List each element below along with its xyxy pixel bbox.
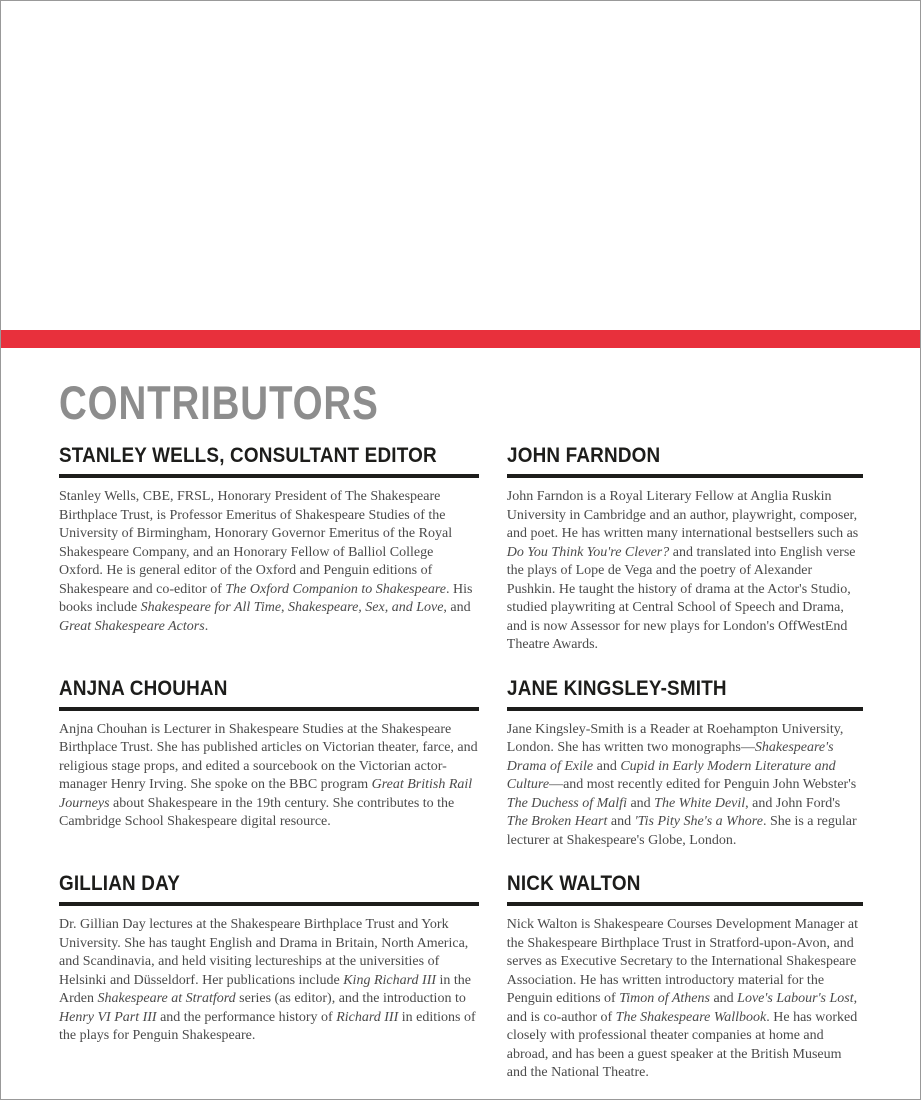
contributor-name: STANLEY WELLS, CONSULTANT EDITOR [59, 444, 437, 467]
contributor-bio: John Farndon is a Royal Literary Fellow at Anglia Ruskin University in Cambridge and an author, playwright, composer, and poet. He has written many international bestsellers such as Do You Think You're Clever? and translated into English verse the plays of Lope de Vega and the poetry of Alexander Pushkin. He taught the history of drama at the Actor's Studio, studied playwriting at Central School of Speech and Drama, and is now Assessor for new plays for London's OffWestEnd Theatre Awards. [506, 489, 859, 653]
contributors-grid [59, 444, 863, 1100]
contributor-section [59, 444, 479, 655]
heading-rule [59, 474, 479, 478]
contributor-section [507, 677, 863, 851]
heading-rule [507, 474, 863, 478]
contributor-name: JOHN FARNDON [506, 444, 661, 467]
heading-rule [507, 707, 863, 711]
contributor-section [507, 444, 863, 655]
contributor-section [507, 872, 863, 1083]
heading-rule [59, 707, 479, 711]
red-accent-band [1, 330, 920, 348]
heading-rule [59, 902, 479, 906]
contributor-section [59, 872, 479, 1083]
page-title: CONTRIBUTORS [59, 376, 379, 429]
contributor-name: GILLIAN DAY [59, 872, 180, 896]
heading-rule [507, 902, 863, 906]
contributor-section [59, 677, 479, 851]
contributor-name: ANJNA CHOUHAN [59, 676, 228, 700]
contributor-name: NICK WALTON [506, 872, 641, 896]
contributor-bio: Stanley Wells, CBE, FRSL, Honorary President of The Shakespeare Birthplace Trust, is Professor Emeritus of Shakespeare Studies of the University of Birmingham, Honorary Governor Emeritus of the Royal Shakespeare Company, and an Honorary Fellow of Balliol College Oxford. He is general editor of the Oxford and Penguin editions of Shakespeare and co-editor of The Oxford Companion to Shakespeare. His books include Shakespeare for All Time, Shakespeare, Sex, and Love, and Great Shakespeare Actors. [59, 489, 473, 634]
contributor-bio: Nick Walton is Shakespeare Courses Development Manager at the Shakespeare Birthplace Trust in Stratford-upon-Avon, and serves as Executive Secretary to the International Shakespeare Association. He has written introductory material for the Penguin editions of Timon of Athens and Love's Labour's Lost, and is co-author of The Shakespeare Wallbook. He has worked closely with professional theater companies at home and abroad, and has been a guest speaker at the British Museum and the National Theatre. [506, 917, 859, 1081]
contributor-bio: Dr. Gillian Day lectures at the Shakespeare Birthplace Trust and York University. She has taught English and Drama in Britain, North America, and Scandinavia, and held visiting lectureships at the universities of Helsinki and Düsseldorf. Her publications include King Richard III in the Arden Shakespeare at Stratford series (as editor), and the introduction to Henry VI Part III and the performance history of Richard III in editions of the plays for Penguin Shakespeare. [59, 917, 476, 1044]
contributor-bio: Anjna Chouhan is Lecturer in Shakespeare Studies at the Shakespeare Birthplace Trust. She has published articles on Victorian theater, farce, and religious stage props, and edited a sourcebook on the Victorian actor-manager Henry Irving. She spoke on the BBC program Great British Rail Journeys about Shakespeare in the 19th century. She contributes to the Cambridge School Shakespeare digital resource. [59, 721, 478, 830]
contributor-bio: Jane Kingsley-Smith is a Reader at Roehampton University, London. She has written two monographs—Shakespeare's Drama of Exile and Cupid in Early Modern Literature and Culture—and most recently edited for Penguin John Webster's The Duchess of Malfi and The White Devil, and John Ford's The Broken Heart and 'Tis Pity She's a Whore. She is a regular lecturer at Shakespeare's Globe, London. [506, 721, 857, 848]
contributor-name: JANE KINGSLEY-SMITH [506, 676, 727, 700]
